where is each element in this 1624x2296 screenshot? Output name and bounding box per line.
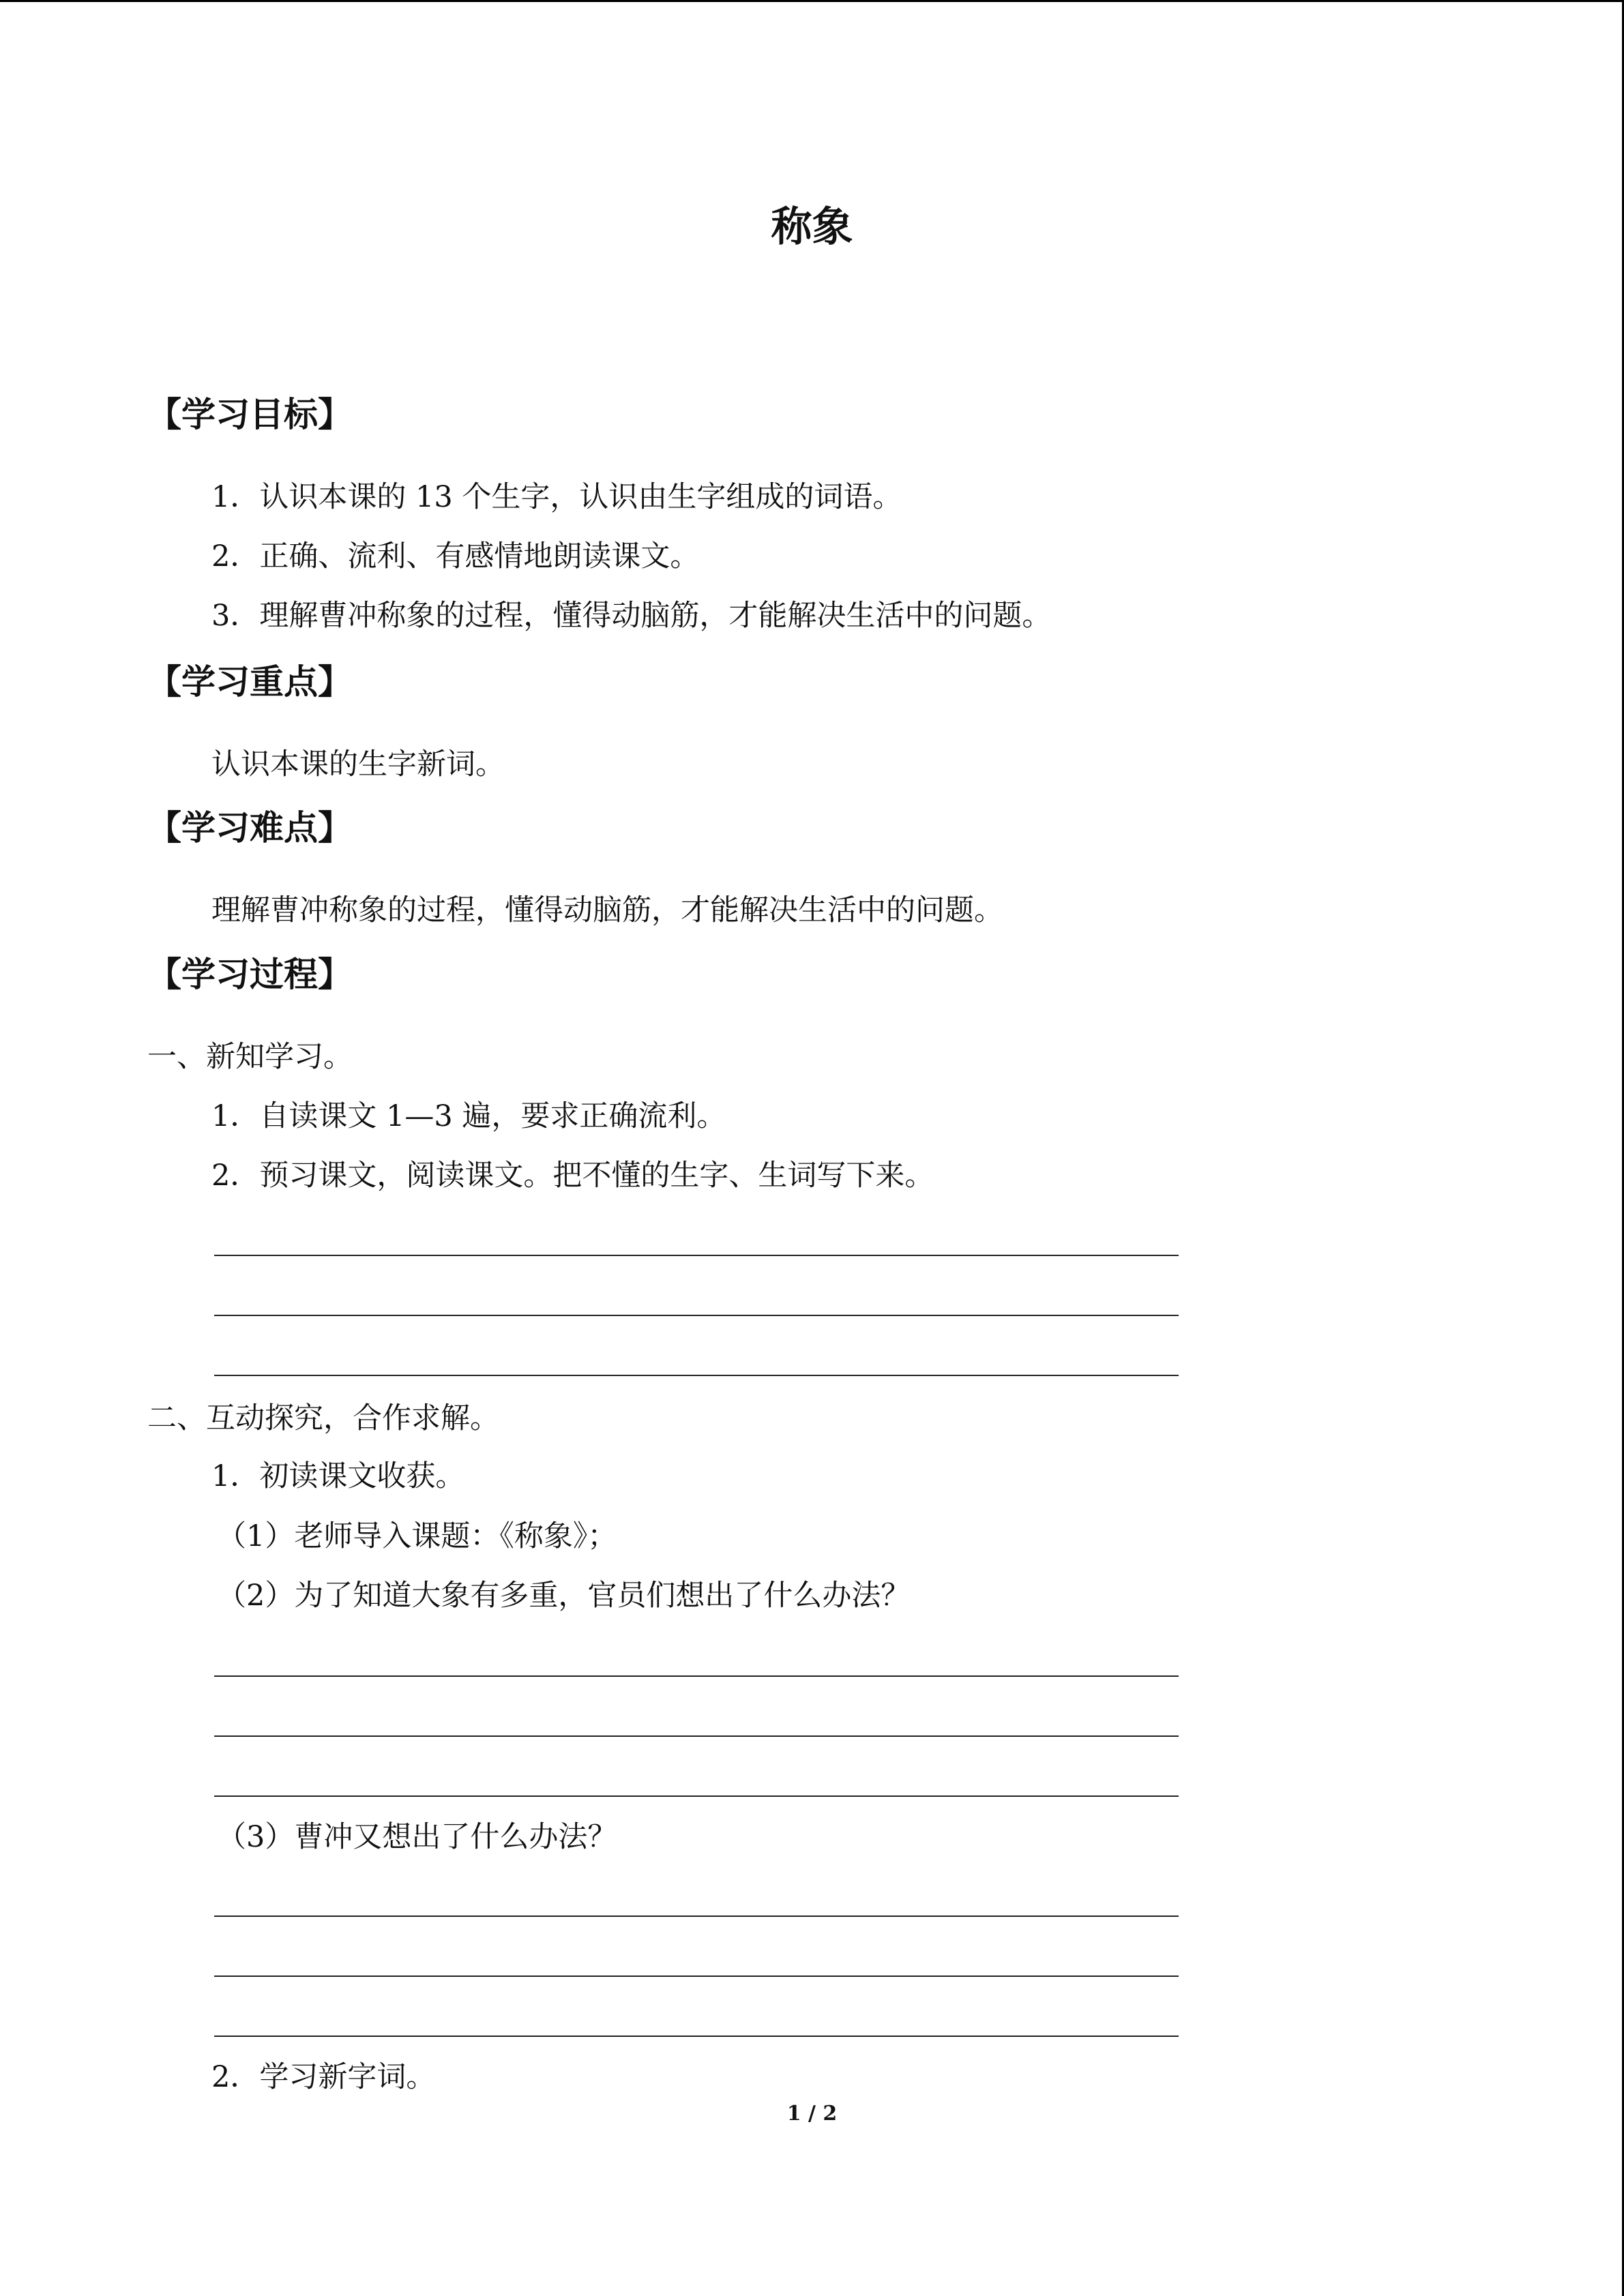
answer-line[interactable] xyxy=(214,1255,1179,1256)
difficulty-heading: 【学习难点】 xyxy=(147,808,352,848)
answer-line[interactable] xyxy=(214,1315,1179,1316)
answer-line[interactable] xyxy=(214,1735,1179,1737)
part2-title: 二、互动探究，合作求解。 xyxy=(147,1401,499,1435)
goals-heading: 【学习目标】 xyxy=(147,395,352,434)
answer-line[interactable] xyxy=(214,1795,1179,1797)
focus-text: 认识本课的生字新词。 xyxy=(211,747,505,781)
answer-line[interactable] xyxy=(214,1976,1179,1977)
goal-item-3: 3．理解曹冲称象的过程，懂得动脑筋，才能解决生活中的问题。 xyxy=(211,599,1052,633)
part1-title: 一、新知学习。 xyxy=(147,1040,353,1074)
goal-item-2: 2．正确、流利、有感情地朗读课文。 xyxy=(211,539,700,573)
part2-sub-1: （1）老师导入课题：《称象》； xyxy=(217,1519,617,1553)
answer-line[interactable] xyxy=(214,2036,1179,2037)
part1-item-1: 1．自读课文 1—3 遍，要求正确流利。 xyxy=(211,1099,726,1133)
answer-line[interactable] xyxy=(214,1375,1179,1376)
part2-item-1: 1．初读课文收获。 xyxy=(211,1459,465,1493)
answer-line[interactable] xyxy=(214,1675,1179,1677)
part1-item-2: 2．预习课文，阅读课文。把不懂的生字、生词写下来。 xyxy=(211,1159,934,1193)
part2-sub-3: （3）曹冲又想出了什么办法？ xyxy=(217,1820,617,1854)
page-number: 1 / 2 xyxy=(786,2102,838,2126)
goal-item-1: 1．认识本课的 13 个生字，认识由生字组成的词语。 xyxy=(211,480,902,514)
focus-heading: 【学习重点】 xyxy=(147,662,352,702)
process-heading: 【学习过程】 xyxy=(147,955,352,994)
difficulty-text: 理解曹冲称象的过程，懂得动脑筋，才能解决生活中的问题。 xyxy=(211,893,1003,927)
part2-item-2: 2．学习新字词。 xyxy=(211,2060,436,2094)
page-title: 称象 xyxy=(771,203,853,251)
answer-line[interactable] xyxy=(214,1915,1179,1917)
part2-sub-2: （2）为了知道大象有多重，官员们想出了什么办法？ xyxy=(217,1579,911,1613)
